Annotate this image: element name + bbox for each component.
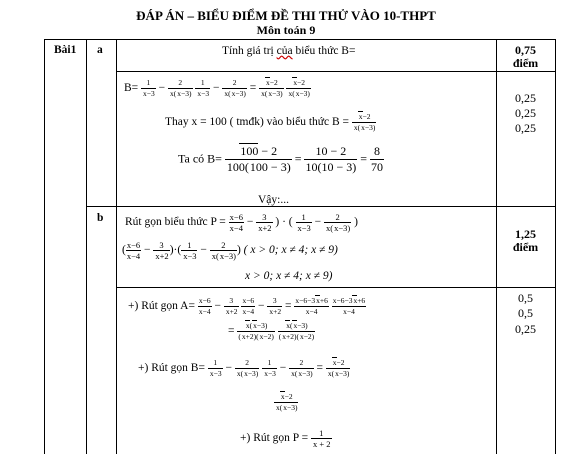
simplify-a: +) Rút gọn A= $\frac{x-6}{x-4}$ − $\frac{3}{x+2}$ $\frac{x-6}{x-4}$ − $\frac{3}{x+2}$ = $\frac{x-6-3x+6}{x-4}$ $\frac{x-6-3x+6}{x-4}$	[128, 296, 366, 316]
table-right-border	[555, 39, 556, 454]
step-a-3: 0,25	[515, 121, 536, 135]
conclude-a: Vậy:...	[258, 194, 289, 206]
simplify-b-line2: $\frac{x-2}{x(x-3)}$	[276, 392, 298, 412]
row-divider-2	[86, 206, 556, 207]
step-b-1: 0,5	[518, 291, 533, 305]
part-a-label: a	[97, 44, 103, 56]
step-b-2: 0,5	[518, 306, 533, 320]
points-a-unit: điểm	[512, 56, 539, 70]
b-expression: B= $\frac{1}{x-3}$ − $\frac{2}{x(x-3)}$ $\frac{1}{x-3}$ − $\frac{2}{x(x-3)}$ = $\frac{x-2}{x(x-3)}$ $\frac{x-2}{x(x-3)}$	[124, 78, 310, 98]
step-a-2: 0,25	[515, 106, 536, 120]
row-divider-3	[116, 287, 556, 288]
col-divider-1	[86, 39, 87, 454]
result-a: Ta có B= $\frac{100 - 2}{100(100 - 3)}$ = $\frac{10 - 2}{10(10 - 3)}$ = $\frac{8}{70}$	[178, 144, 384, 174]
step-b-3: 0,25	[515, 322, 536, 336]
task-a: Tính giá trị của biểu thức B=	[222, 45, 356, 57]
col-divider-2	[116, 39, 117, 454]
simplify-p: +) Rút gọn P = $\frac{1}{x + 2}$	[240, 428, 331, 449]
col-bai: Bài1	[54, 44, 77, 56]
subject-title: Môn toán 9	[256, 23, 316, 37]
simplify-b: +) Rút gọn B= $\frac{1}{x-3}$ − $\frac{2}{x(x-3)}$ $\frac{1}{x-3}$ − $\frac{2}{x(x-3)}$ = $\frac{x-2}{x(x-3)}$	[138, 358, 350, 378]
simplify-a-line2: = $\frac{x(x-3)}{(x+2)(x-2)}$ $\frac{x(x-3)}{(x+2)(x-2)}$	[228, 321, 315, 341]
page-title: ĐÁP ÁN – BIỂU ĐIỂM ĐỀ THI THỬ VÀO 10-THPT	[136, 8, 436, 23]
table-left-border	[44, 39, 45, 454]
table-top-border	[44, 39, 556, 40]
substitute-line: Thay x = 100 ( tmđk) vào biểu thức B = $\frac{x-2}{x(x-3)}$	[165, 112, 376, 132]
points-b: 1,25	[515, 227, 536, 241]
task-b: Rút gọn biểu thức P = $\frac{x-6}{x-4}$ − $\frac{3}{x+2}$ ) · ( $\frac{1}{x-3}$ − $\frac{2}{x(x-3)}$ )	[125, 212, 358, 233]
points-b-unit: điểm	[512, 240, 539, 254]
row-divider-1	[116, 71, 556, 72]
step-a-1: 0,25	[515, 91, 536, 105]
part-b-label: b	[97, 212, 104, 224]
task-b-line3: x > 0; x ≠ 4; x ≠ 9)	[245, 270, 333, 282]
task-b-line2: ( $\frac{x-6}{x-4}$ − $\frac{3}{x+2}$ )·( $\frac{1}{x-3}$ − $\frac{2}{x(x-3)}$ ) ( x > 0; x ≠ 4; x ≠ 9)	[122, 240, 338, 261]
points-a: 0,75	[515, 43, 536, 57]
